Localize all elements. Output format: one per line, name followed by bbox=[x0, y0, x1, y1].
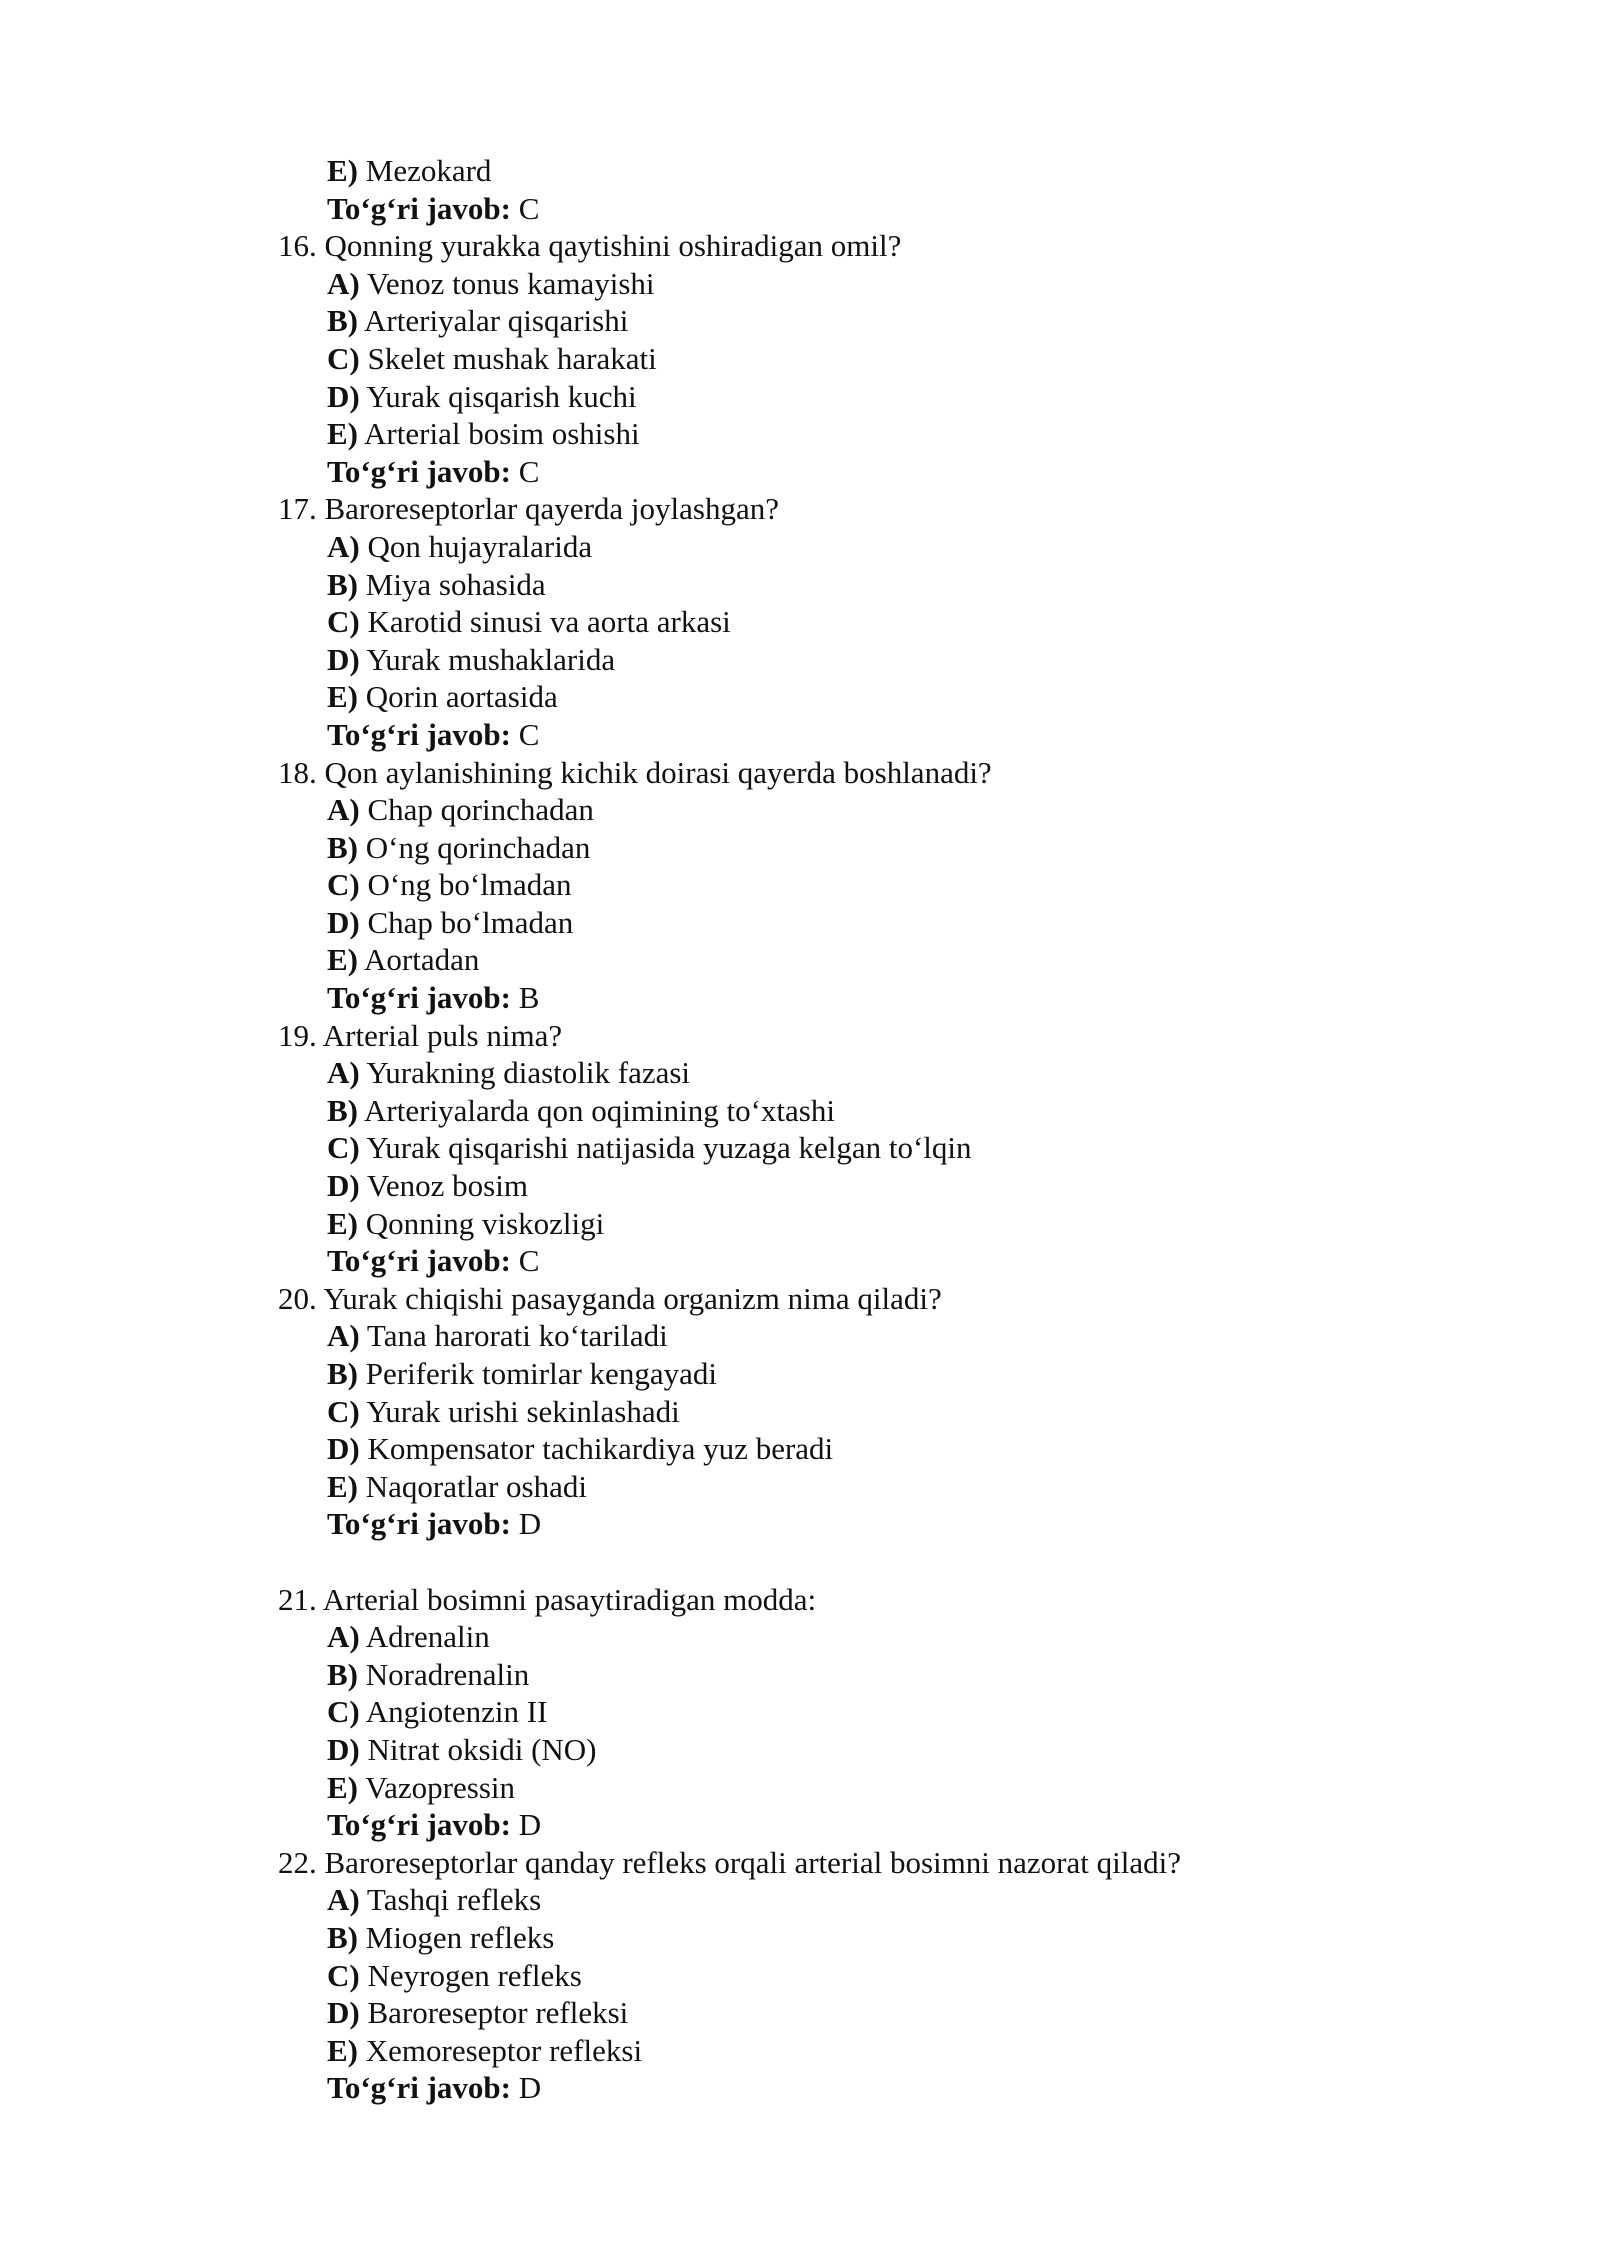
option-letter: E) bbox=[327, 153, 358, 188]
answer-value: C bbox=[518, 453, 540, 489]
option-a bbox=[278, 1881, 1478, 1919]
correct-answer bbox=[278, 716, 1478, 754]
option-letter: B) bbox=[327, 566, 358, 602]
option-letter: D) bbox=[327, 904, 360, 940]
option-d bbox=[278, 641, 1478, 679]
option-letter: A) bbox=[327, 1619, 360, 1655]
answer-label: To‘g‘ri javob: bbox=[327, 716, 511, 752]
option-text: Aortadan bbox=[364, 942, 480, 978]
option-text: Venoz tonus kamayishi bbox=[366, 265, 655, 301]
option-d bbox=[278, 904, 1478, 942]
option-text: Yurak qisqarish kuchi bbox=[366, 378, 637, 414]
correct-answer bbox=[278, 453, 1478, 491]
option-text: Naqoratlar oshadi bbox=[365, 1468, 587, 1504]
option-text: Miya sohasida bbox=[365, 566, 546, 602]
question-prompt: Qon aylanishining kichik doirasi qayerda boshlanadi? bbox=[324, 754, 992, 790]
question-21 bbox=[278, 1581, 1478, 1844]
option-letter: B) bbox=[327, 303, 358, 339]
option-d bbox=[278, 1994, 1478, 2032]
question-18 bbox=[278, 754, 1478, 1017]
option-text: Yurakning diastolik fazasi bbox=[366, 1055, 691, 1091]
question-20 bbox=[278, 1280, 1478, 1543]
option-text: Neyrogen refleks bbox=[367, 1957, 582, 1993]
question-16 bbox=[278, 227, 1478, 490]
option-e bbox=[278, 1205, 1478, 1243]
option-letter: B) bbox=[327, 1356, 358, 1391]
option-e bbox=[278, 152, 1478, 190]
option-a bbox=[278, 265, 1478, 303]
question-prompt: Arterial puls nima? bbox=[322, 1017, 563, 1053]
question-text bbox=[278, 490, 1478, 528]
option-a bbox=[278, 1618, 1478, 1656]
option-letter: E) bbox=[327, 942, 358, 978]
option-letter: E) bbox=[327, 1205, 358, 1241]
option-c bbox=[278, 603, 1478, 641]
option-letter: E) bbox=[327, 1769, 358, 1805]
option-text: Noradrenalin bbox=[365, 1656, 530, 1692]
option-text: O‘ng bo‘lmadan bbox=[367, 867, 572, 903]
option-text: Chap qorinchadan bbox=[367, 792, 594, 828]
option-letter: C) bbox=[327, 1393, 360, 1429]
question-prompt: Yurak chiqishi pasayganda organizm nima qiladi? bbox=[323, 1280, 942, 1316]
question-prompt: Arterial bosimni pasaytiradigan modda: bbox=[322, 1581, 817, 1617]
option-c bbox=[278, 1693, 1478, 1731]
option-b bbox=[278, 829, 1478, 867]
question-number: 21. bbox=[278, 1581, 317, 1617]
option-letter: A) bbox=[327, 1318, 360, 1354]
option-e bbox=[278, 941, 1478, 979]
answer-value: D bbox=[518, 1807, 542, 1843]
option-letter: D) bbox=[327, 378, 360, 414]
option-d bbox=[278, 1167, 1478, 1205]
option-letter: C) bbox=[327, 1957, 360, 1993]
answer-label: To‘g‘ri javob: bbox=[327, 1807, 511, 1843]
option-text: Arteriyalar qisqarishi bbox=[364, 303, 629, 339]
option-letter: C) bbox=[327, 867, 360, 903]
option-letter: A) bbox=[327, 528, 360, 564]
option-text: Baroreseptor refleksi bbox=[367, 1995, 629, 2031]
option-letter: E) bbox=[327, 2032, 358, 2068]
option-c bbox=[278, 1957, 1478, 1995]
option-letter: B) bbox=[327, 1656, 358, 1692]
option-letter: C) bbox=[327, 1130, 360, 1166]
option-b bbox=[278, 302, 1478, 340]
option-letter: E) bbox=[327, 1468, 358, 1504]
question-text bbox=[278, 1844, 1478, 1882]
option-text: Periferik tomirlar kengayadi bbox=[365, 1356, 717, 1391]
answer-value: D bbox=[518, 2070, 542, 2106]
question-list bbox=[278, 152, 1478, 2107]
option-letter: A) bbox=[327, 1882, 360, 1918]
option-a bbox=[278, 1054, 1478, 1092]
answer-label: To‘g‘ri javob: bbox=[327, 980, 511, 1016]
correct-answer bbox=[278, 2069, 1478, 2107]
option-e bbox=[278, 1468, 1478, 1506]
option-c bbox=[278, 1129, 1478, 1167]
answer-value: B bbox=[518, 980, 540, 1016]
correct-answer bbox=[278, 190, 1478, 228]
option-c bbox=[278, 1393, 1478, 1431]
question-number: 18. bbox=[278, 754, 317, 790]
option-text: Yurak mushaklarida bbox=[366, 641, 616, 677]
option-b bbox=[278, 1355, 1478, 1393]
question-15-tail bbox=[278, 152, 1478, 227]
answer-label: To‘g‘ri javob: bbox=[327, 453, 511, 489]
option-letter: D) bbox=[327, 641, 360, 677]
correct-answer bbox=[278, 1505, 1478, 1543]
option-text: Tana harorati ko‘tariladi bbox=[366, 1318, 668, 1354]
blank-line bbox=[278, 1543, 1478, 1581]
option-text: Yurak urishi sekinlashadi bbox=[366, 1393, 680, 1429]
option-letter: C) bbox=[327, 340, 360, 376]
question-19 bbox=[278, 1017, 1478, 1280]
option-letter: D) bbox=[327, 1995, 360, 2031]
option-text: O‘ng qorinchadan bbox=[365, 829, 591, 865]
option-letter: D) bbox=[327, 1731, 360, 1767]
correct-answer bbox=[278, 1242, 1478, 1280]
option-text: Mezokard bbox=[365, 153, 492, 188]
option-a bbox=[278, 791, 1478, 829]
option-b bbox=[278, 1919, 1478, 1957]
option-e bbox=[278, 1769, 1478, 1807]
correct-answer bbox=[278, 979, 1478, 1017]
option-d bbox=[278, 1430, 1478, 1468]
option-letter: E) bbox=[327, 416, 358, 452]
option-d bbox=[278, 378, 1478, 416]
option-text: Yurak qisqarishi natijasida yuzaga kelgan to‘lqin bbox=[366, 1130, 972, 1166]
question-number: 22. bbox=[278, 1844, 317, 1880]
option-e bbox=[278, 678, 1478, 716]
option-letter: A) bbox=[327, 265, 360, 301]
option-text: Vazopressin bbox=[365, 1769, 515, 1805]
question-text bbox=[278, 754, 1478, 792]
answer-value: C bbox=[518, 190, 540, 226]
question-number: 17. bbox=[278, 491, 317, 527]
option-letter: B) bbox=[327, 829, 358, 865]
option-c bbox=[278, 340, 1478, 378]
option-a bbox=[278, 528, 1478, 566]
option-a bbox=[278, 1317, 1478, 1355]
question-17 bbox=[278, 490, 1478, 753]
option-letter: D) bbox=[327, 1168, 360, 1204]
correct-answer bbox=[278, 1806, 1478, 1844]
option-text: Xemoreseptor refleksi bbox=[365, 2032, 643, 2068]
question-number: 19. bbox=[278, 1017, 317, 1053]
option-b bbox=[278, 1656, 1478, 1694]
question-number: 16. bbox=[278, 228, 317, 264]
option-text: Qon hujayralarida bbox=[367, 528, 593, 564]
answer-value: C bbox=[518, 1243, 540, 1279]
option-text: Qonning viskozligi bbox=[365, 1205, 605, 1241]
option-b bbox=[278, 1092, 1478, 1130]
option-letter: B) bbox=[327, 1919, 358, 1955]
question-text bbox=[278, 1581, 1478, 1619]
question-number: 20. bbox=[278, 1280, 317, 1316]
option-b bbox=[278, 566, 1478, 604]
option-text: Nitrat oksidi (NO) bbox=[367, 1731, 597, 1767]
option-text: Qorin aortasida bbox=[365, 679, 558, 715]
option-text: Chap bo‘lmadan bbox=[367, 904, 574, 940]
question-prompt: Baroreseptorlar qanday refleks orqali arterial bosimni nazorat qiladi? bbox=[324, 1844, 1181, 1880]
option-letter: B) bbox=[327, 1092, 358, 1128]
option-letter: A) bbox=[327, 1055, 360, 1091]
option-letter: C) bbox=[327, 604, 360, 640]
question-text bbox=[278, 1017, 1478, 1055]
answer-label: To‘g‘ri javob: bbox=[327, 1243, 511, 1279]
option-text: Skelet mushak harakati bbox=[367, 340, 657, 376]
question-text bbox=[278, 1280, 1478, 1318]
answer-label: To‘g‘ri javob: bbox=[327, 2070, 511, 2106]
answer-value: D bbox=[518, 1506, 542, 1542]
answer-label: To‘g‘ri javob: bbox=[327, 190, 511, 226]
option-e bbox=[278, 415, 1478, 453]
option-c bbox=[278, 866, 1478, 904]
question-text bbox=[278, 227, 1478, 265]
option-text: Arterial bosim oshishi bbox=[364, 416, 640, 452]
option-text: Miogen refleks bbox=[365, 1919, 555, 1955]
option-text: Tashqi refleks bbox=[366, 1882, 542, 1918]
option-text: Arteriyalarda qon oqimining to‘xtashi bbox=[364, 1092, 835, 1128]
option-text: Kompensator tachikardiya yuz beradi bbox=[367, 1431, 834, 1467]
option-text: Adrenalin bbox=[365, 1619, 490, 1655]
option-text: Angiotenzin II bbox=[365, 1694, 548, 1730]
option-letter: E) bbox=[327, 679, 358, 715]
option-d bbox=[278, 1731, 1478, 1769]
question-prompt: Qonning yurakka qaytishini oshiradigan omil? bbox=[324, 228, 902, 264]
option-letter: C) bbox=[327, 1694, 360, 1730]
option-letter: A) bbox=[327, 792, 360, 828]
option-letter: D) bbox=[327, 1431, 360, 1467]
option-text: Karotid sinusi va aorta arkasi bbox=[367, 604, 731, 640]
answer-value: C bbox=[518, 716, 540, 752]
option-e bbox=[278, 2032, 1478, 2070]
answer-label: To‘g‘ri javob: bbox=[327, 1506, 511, 1542]
question-22 bbox=[278, 1844, 1478, 2107]
question-prompt: Baroreseptorlar qayerda joylashgan? bbox=[324, 491, 779, 527]
option-text: Venoz bosim bbox=[366, 1168, 528, 1204]
